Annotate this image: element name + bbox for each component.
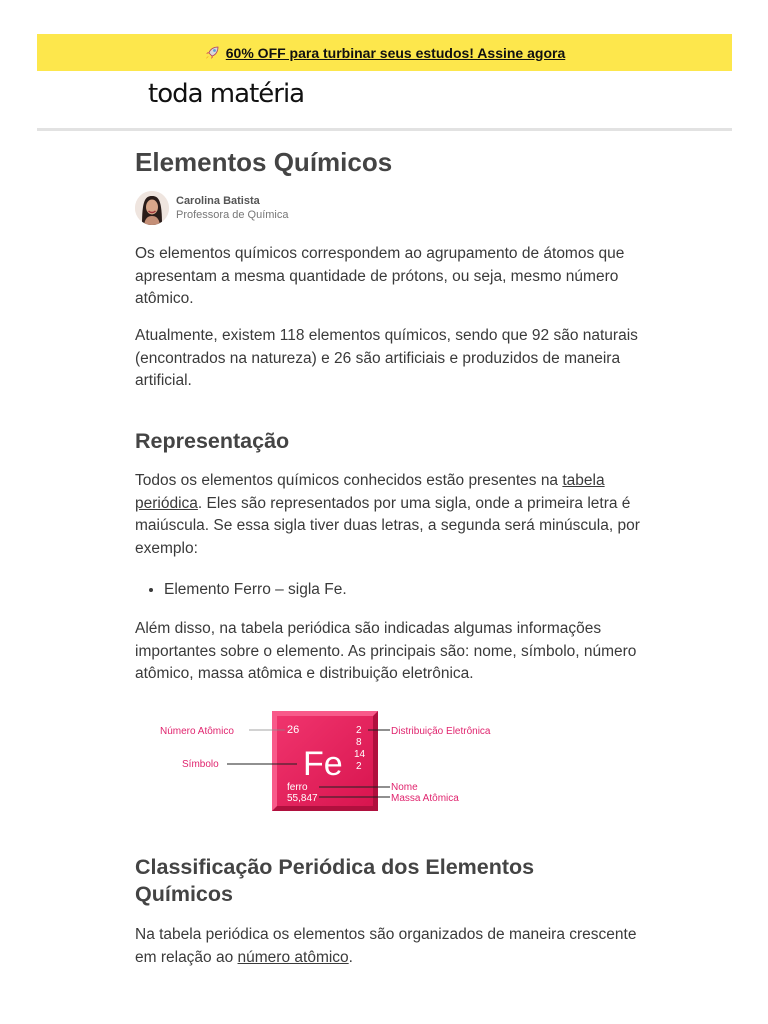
intro-paragraph-1: Os elementos químicos correspondem ao agrupamento de átomos que apresentam a mesma quantidade de prótons, ou seja, mesmo número atômico. [135, 245, 625, 307]
tile-shell-1: 2 [356, 725, 362, 736]
text-segment: Todos os elementos químicos conhecidos estão presentes na [135, 472, 563, 489]
tile-shell-3: 14 [354, 749, 366, 760]
site-logo[interactable]: toda matéria [148, 79, 305, 109]
section-heading-representacao: Representação [135, 429, 290, 453]
promo-banner[interactable] [37, 34, 732, 71]
label-atomic-number: Número Atômico [160, 726, 234, 737]
text-segment: . Eles são representados por uma sigla, onde a primeira letra é maiúscula. Se essa sigla tiver duas letras, a segunda será minúscula, por exemplo: [135, 494, 640, 557]
label-symbol: Símbolo [182, 759, 219, 770]
label-distribution: Distribuição Eletrônica [391, 726, 491, 737]
tile-shell-2: 8 [356, 737, 362, 748]
link-numero-atomico[interactable]: número atômico [237, 948, 349, 966]
header-divider [37, 128, 732, 131]
element-diagram [157, 711, 517, 815]
label-mass: Massa Atômica [391, 793, 459, 804]
author-name[interactable]: Carolina Batista [176, 195, 260, 207]
page-title: Elementos Químicos [135, 147, 393, 177]
classificacao-paragraph-1 [135, 924, 640, 969]
author-role: Professora de Química [176, 209, 289, 221]
promo-link[interactable] [204, 45, 565, 61]
representacao-paragraph-1 [135, 470, 640, 560]
tile-symbol: Fe [303, 745, 343, 783]
author-block [135, 191, 289, 225]
rocket-icon [204, 45, 220, 61]
author-photo [135, 191, 169, 225]
example-list [135, 578, 669, 602]
list-item: • Elemento Ferro – sigla Fe. [164, 578, 669, 602]
link-tabela-periodica[interactable]: tabela periódica [135, 472, 605, 512]
representacao-paragraph-2: Além disso, na tabela periódica são indicadas algumas informações importantes sobre o elemento. As principais são: nome, símbolo, número atômico, massa atômica e distribuição eletrônica. [135, 620, 637, 682]
element-diagram-svg [157, 711, 517, 815]
tile-name: ferro [287, 782, 308, 793]
promo-text: 60% OFF para turbinar seus estudos! Assine agora [225, 44, 566, 61]
label-name: Nome [391, 782, 418, 793]
text-segment: . [348, 948, 353, 966]
tile-mass: 55,847 [287, 793, 318, 804]
avatar[interactable] [135, 191, 169, 225]
tile-shell-4: 2 [356, 761, 362, 772]
section-heading-classificacao: Classificação Periódica dos Elementos Químicos [135, 855, 535, 906]
tile-atomic-number: 26 [287, 724, 300, 736]
text-segment: Na tabela periódica os elementos são organizados de maneira crescente em relação ao [135, 926, 637, 966]
intro-paragraph-2: Atualmente, existem 118 elementos químicos, sendo que 92 são naturais (encontrados na natureza) e 26 são artificiais e produzidos de maneira artificial. [135, 327, 638, 389]
